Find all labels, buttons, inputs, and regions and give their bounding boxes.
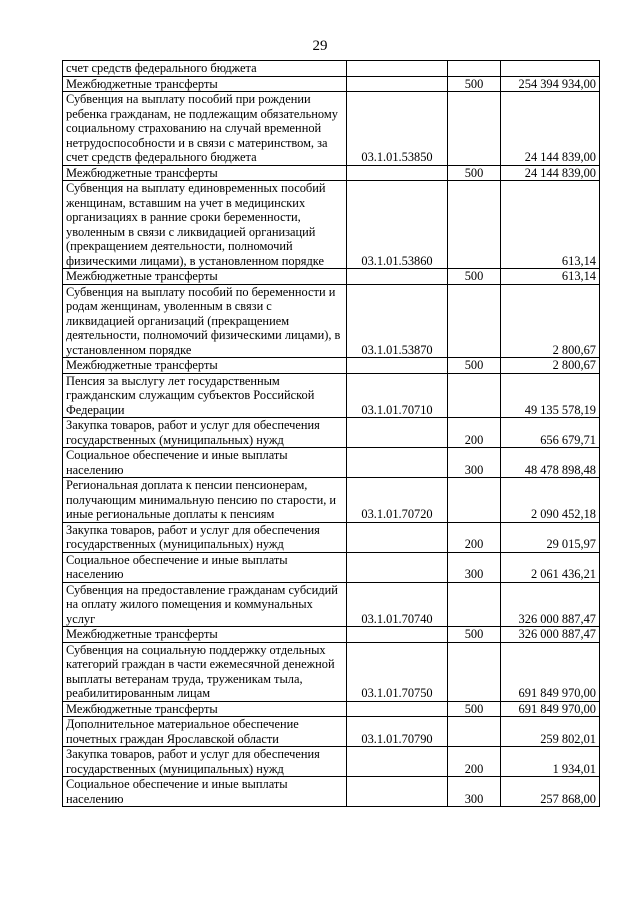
expense-type-cell: 500	[448, 165, 501, 181]
amount-cell: 49 135 578,19	[501, 373, 600, 418]
row-name-cell: Межбюджетные трансферты	[63, 358, 347, 374]
row-name-cell: Субвенция на предоставление гражданам субсидий на оплату жилого помещения и коммунальных услуг	[63, 582, 347, 627]
amount-cell: 254 394 934,00	[501, 76, 600, 92]
expense-type-cell: 500	[448, 269, 501, 285]
table-row	[63, 61, 600, 77]
table-row	[63, 717, 600, 747]
target-code-cell: 03.1.01.70720	[347, 478, 448, 523]
table-row	[63, 777, 600, 807]
target-code-cell	[347, 552, 448, 582]
target-code-cell	[347, 701, 448, 717]
target-code-cell	[347, 358, 448, 374]
expense-type-cell	[448, 478, 501, 523]
expense-type-cell	[448, 92, 501, 166]
page-number: 29	[312, 38, 328, 54]
amount-cell: 691 849 970,00	[501, 701, 600, 717]
amount-cell: 48 478 898,48	[501, 448, 600, 478]
table-row	[63, 448, 600, 478]
row-name-cell: Межбюджетные трансферты	[63, 76, 347, 92]
amount-cell: 326 000 887,47	[501, 582, 600, 627]
table-row	[63, 747, 600, 777]
row-name-cell: Закупка товаров, работ и услуг для обеспечения государственных (муниципальных) нужд	[63, 418, 347, 448]
amount-cell: 2 090 452,18	[501, 478, 600, 523]
row-name-cell: Дополнительное материальное обеспечение почетных граждан Ярославской области	[63, 717, 347, 747]
amount-cell: 2 800,67	[501, 358, 600, 374]
table-row	[63, 582, 600, 627]
target-code-cell: 03.1.01.70750	[347, 642, 448, 701]
row-name-cell: Субвенция на выплату пособий по беременности и родам женщинам, уволенным в связи с ликвидацией организаций (прекращением деятельности, полномочий физическими лицами), в установленном порядке	[63, 284, 347, 358]
expense-type-cell	[448, 284, 501, 358]
row-name-cell: Субвенция на выплату пособий при рождении ребенка гражданам, не подлежащим обязательному социальному страхованию на случай временной нетрудоспособности и в связи с материнством, за счет средств федерального бюджета	[63, 92, 347, 166]
table-row	[63, 284, 600, 358]
table-row	[63, 552, 600, 582]
expense-type-cell: 300	[448, 777, 501, 807]
target-code-cell	[347, 418, 448, 448]
row-name-cell: Межбюджетные трансферты	[63, 627, 347, 643]
amount-cell: 691 849 970,00	[501, 642, 600, 701]
row-name-cell: Социальное обеспечение и иные выплаты населению	[63, 552, 347, 582]
budget-table	[62, 60, 600, 807]
row-name-cell: Социальное обеспечение и иные выплаты населению	[63, 448, 347, 478]
expense-type-cell: 200	[448, 522, 501, 552]
target-code-cell	[347, 76, 448, 92]
expense-type-cell	[448, 582, 501, 627]
table-row	[63, 92, 600, 166]
expense-type-cell	[448, 61, 501, 77]
expense-type-cell: 500	[448, 358, 501, 374]
table-row	[63, 181, 600, 269]
row-name-cell: Закупка товаров, работ и услуг для обеспечения государственных (муниципальных) нужд	[63, 747, 347, 777]
target-code-cell	[347, 777, 448, 807]
amount-cell: 2 800,67	[501, 284, 600, 358]
row-name-cell: Субвенция на выплату единовременных пособий женщинам, вставшим на учет в медицинских организациях в ранние сроки беременности, уволенным в связи с ликвидацией организаций (прекращением деятельности, полномочий физическими лицами), в установленном порядке	[63, 181, 347, 269]
row-name-cell: Межбюджетные трансферты	[63, 269, 347, 285]
amount-cell: 326 000 887,47	[501, 627, 600, 643]
expense-type-cell: 300	[448, 448, 501, 478]
budget-table-body	[63, 61, 600, 807]
amount-cell: 2 061 436,21	[501, 552, 600, 582]
table-row	[63, 642, 600, 701]
target-code-cell	[347, 269, 448, 285]
target-code-cell: 03.1.01.70710	[347, 373, 448, 418]
row-name-cell: Пенсия за выслугу лет государственным гражданским служащим субъектов Российской Федерации	[63, 373, 347, 418]
row-name-cell: Межбюджетные трансферты	[63, 165, 347, 181]
amount-cell: 613,14	[501, 181, 600, 269]
expense-type-cell: 200	[448, 418, 501, 448]
amount-cell: 29 015,97	[501, 522, 600, 552]
target-code-cell	[347, 747, 448, 777]
target-code-cell: 03.1.01.70790	[347, 717, 448, 747]
table-row	[63, 478, 600, 523]
expense-type-cell	[448, 717, 501, 747]
table-row	[63, 358, 600, 374]
amount-cell: 24 144 839,00	[501, 92, 600, 166]
expense-type-cell: 300	[448, 552, 501, 582]
amount-cell	[501, 61, 600, 77]
target-code-cell: 03.1.01.70740	[347, 582, 448, 627]
table-row	[63, 522, 600, 552]
target-code-cell: 03.1.01.53850	[347, 92, 448, 166]
amount-cell: 259 802,01	[501, 717, 600, 747]
target-code-cell: 03.1.01.53870	[347, 284, 448, 358]
row-name-cell: Региональная доплата к пенсии пенсионерам, получающим минимальную пенсию по старости, и иные региональные доплаты к пенсиям	[63, 478, 347, 523]
amount-cell: 257 868,00	[501, 777, 600, 807]
table-row	[63, 418, 600, 448]
expense-type-cell: 500	[448, 701, 501, 717]
table-row	[63, 373, 600, 418]
row-name-cell: счет средств федерального бюджета	[63, 61, 347, 77]
expense-type-cell: 500	[448, 76, 501, 92]
amount-cell: 656 679,71	[501, 418, 600, 448]
amount-cell: 613,14	[501, 269, 600, 285]
table-row	[63, 701, 600, 717]
expense-type-cell	[448, 181, 501, 269]
target-code-cell: 03.1.01.53860	[347, 181, 448, 269]
expense-type-cell	[448, 373, 501, 418]
row-name-cell: Субвенция на социальную поддержку отдельных категорий граждан в части ежемесячной денежной выплаты ветеранам труда, труженикам тыла, реабилитированным лицам	[63, 642, 347, 701]
table-row	[63, 165, 600, 181]
target-code-cell	[347, 61, 448, 77]
target-code-cell	[347, 627, 448, 643]
row-name-cell: Социальное обеспечение и иные выплаты населению	[63, 777, 347, 807]
target-code-cell	[347, 448, 448, 478]
expense-type-cell	[448, 642, 501, 701]
target-code-cell	[347, 522, 448, 552]
table-row	[63, 627, 600, 643]
row-name-cell: Закупка товаров, работ и услуг для обеспечения государственных (муниципальных) нужд	[63, 522, 347, 552]
table-row	[63, 76, 600, 92]
expense-type-cell: 200	[448, 747, 501, 777]
row-name-cell: Межбюджетные трансферты	[63, 701, 347, 717]
target-code-cell	[347, 165, 448, 181]
table-row	[63, 269, 600, 285]
expense-type-cell: 500	[448, 627, 501, 643]
amount-cell: 24 144 839,00	[501, 165, 600, 181]
amount-cell: 1 934,01	[501, 747, 600, 777]
